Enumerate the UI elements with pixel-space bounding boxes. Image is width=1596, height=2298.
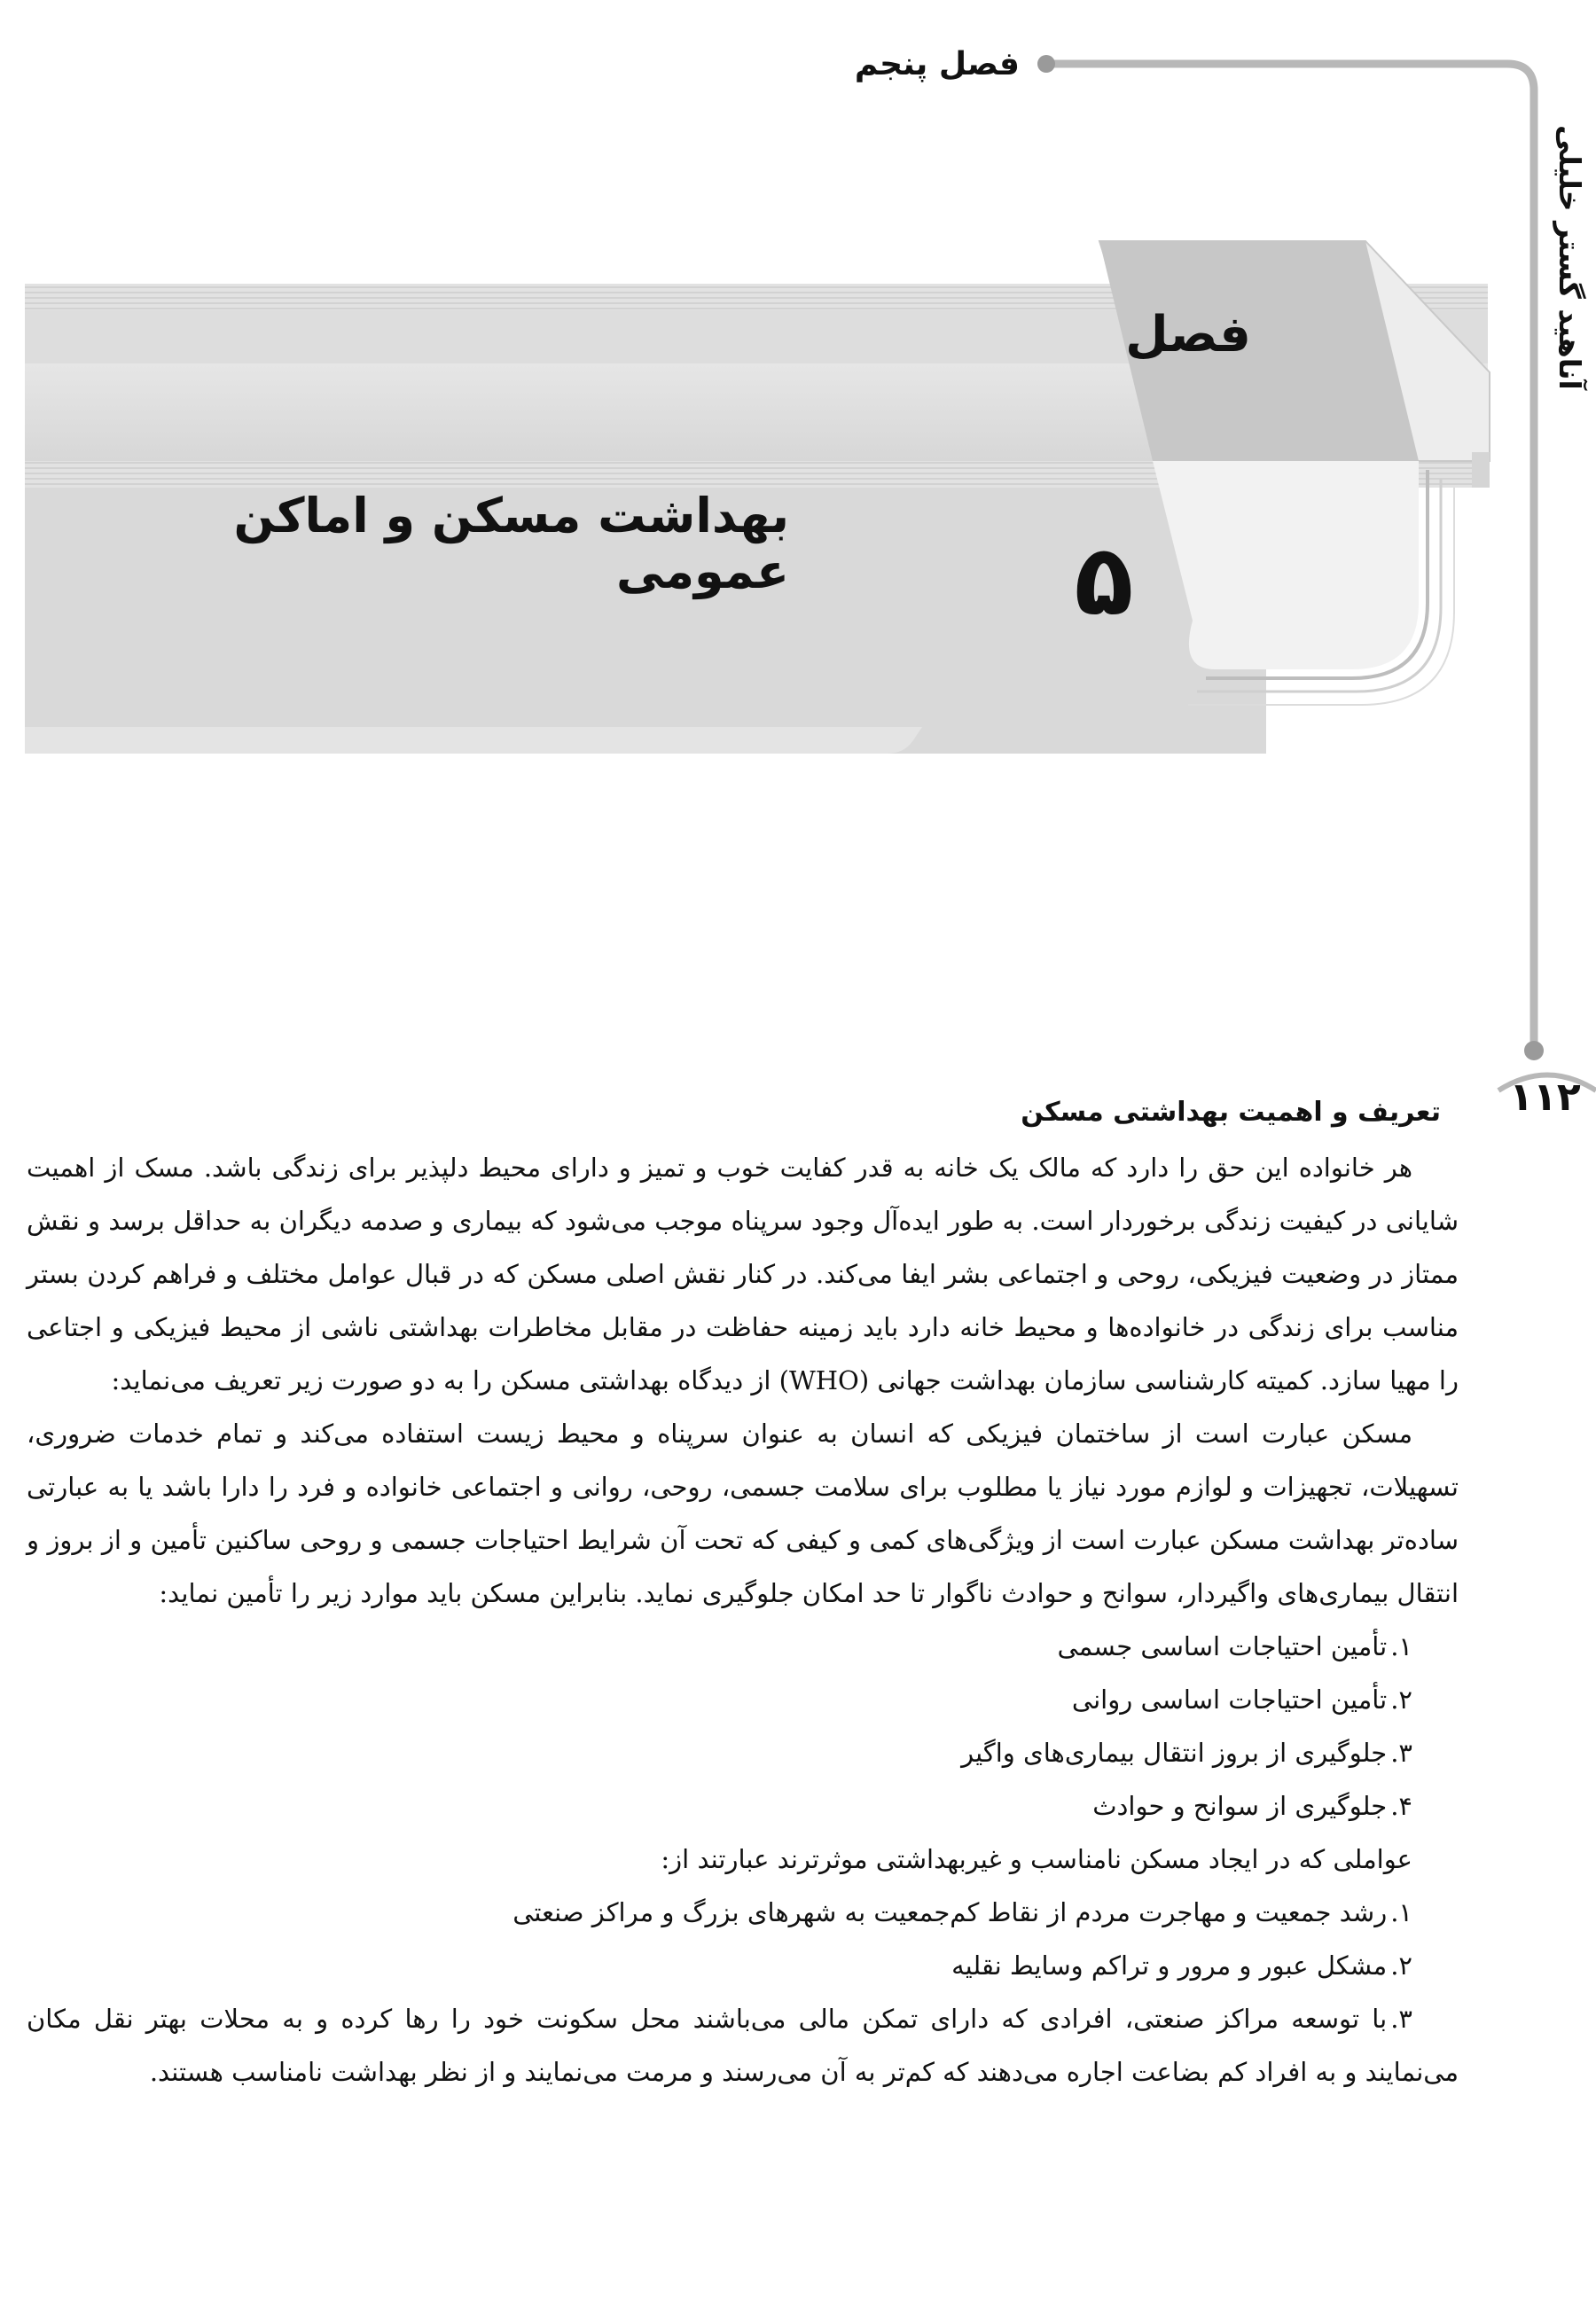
list-item: ۴.جلوگیری از سوانح و حوادث <box>1092 1791 1412 1821</box>
list-item: ۲.تأمین احتیاجات اساسی روانی <box>1071 1684 1412 1715</box>
factors-intro: عواملی که در ایجاد مسکن نامناسب و غیربهداشتی موثرترند عبارتند از: <box>661 1844 1412 1874</box>
list-item: ۲.مشکل عبور و مرور و تراکم وسایط نقلیه <box>951 1950 1412 1981</box>
section-heading: تعریف و اهمیت بهداشتی مسکن <box>1021 1097 1441 1128</box>
side-title: آناهید گستر خلیلی <box>1553 124 1587 390</box>
running-head: فصل پنجم <box>854 46 1020 82</box>
factors-list <box>27 1886 1459 2099</box>
paragraph-housing: مسکن عبارت است از ساختمان فیزیکی که انسان به عنوان سرپناه و محیط زیست استفاده می‌کند و تمام خدمات ضروری، تسهیلات، تجهیزات و لوازم مورد نیاز یا مطلوب برای سلامت جسمی، روحی، روانی و اجتماعی خانواده و فرد را دارا باشد یا به عبارتی ساده‌تر بهداشت مسکن عبارت است از ویژگی‌های کمی و کیفی که تحت آن شرایط احتیاجات جسمی و روحی ساکنین تأمین و از بروز و انتقال بیماری‌های واگیردار، سوانح و حوادث ناگوار تا حد امکان جلوگیری نماید. بنابراین مسکن باید موارد زیر را تأمین نماید: <box>27 1419 1459 1608</box>
page-number: ۱۱۲ <box>1509 1075 1581 1120</box>
list-item: ۳.جلوگیری از بروز انتقال بیماری‌های واگیر <box>961 1738 1412 1768</box>
chapter-label: فصل <box>1125 306 1251 363</box>
chapter-number: ۵ <box>1074 523 1134 637</box>
needs-list <box>27 1620 1459 1833</box>
chapter-title: بهداشت مسکن و اماکن عمومی <box>233 488 789 599</box>
list-item: ۳.با توسعه مراکز صنعتی، افرادی که دارای تمکن مالی می‌باشند محل سکونت خود را رها کرده و به محلات بهتر نقل مکان می‌نمایند و به افراد کم بضاعت اجاره می‌دهند که کم‌تر به آن می‌رسند و مرمت می‌نمایند و از نظر بهداشت نامناسب هستند. <box>27 2004 1459 2087</box>
list-item: ۱.تأمین احتیاجات اساسی جسمی <box>1057 1631 1412 1661</box>
body-content <box>27 1086 1459 2099</box>
paragraph-definition: هر خانواده این حق را دارد که مالک یک خانه به قدر کفایت خوب و تمیز و دارای محیط دلپذیر برای زندگی باشد. مسک از اهمیت شایانی در کیفیت زندگی برخوردار است. به طور ایده‌آل وجود سرپناه موجب می‌شود که بیماری و صدمه دیگران به حداقل برسد و نقش ممتاز در وضعیت فیزیکی، روحی و اجتماعی بشر ایفا می‌کند. در کنار نقش اصلی مسکن که در قبال عوامل مختلف و فراهم کردن بستر مناسب برای زندگی در خانواده‌ها و محیط خانه دارد باید زمینه حفاظت در مقابل مخاطرات بهداشتی ناشی از محیط فیزیکی و اجتاعی را مهیا سازد. کمیته کارشناسی سازمان بهداشت جهانی (WHO) از دیدگاه بهداشتی مسکن را به دو صورت زیر تعریف می‌نماید: <box>27 1153 1459 1395</box>
list-item: ۱.رشد جمعیت و مهاجرت مردم از نقاط کم‌جمعیت به شهرهای بزرگ و مراکز صنعتی <box>512 1897 1412 1927</box>
